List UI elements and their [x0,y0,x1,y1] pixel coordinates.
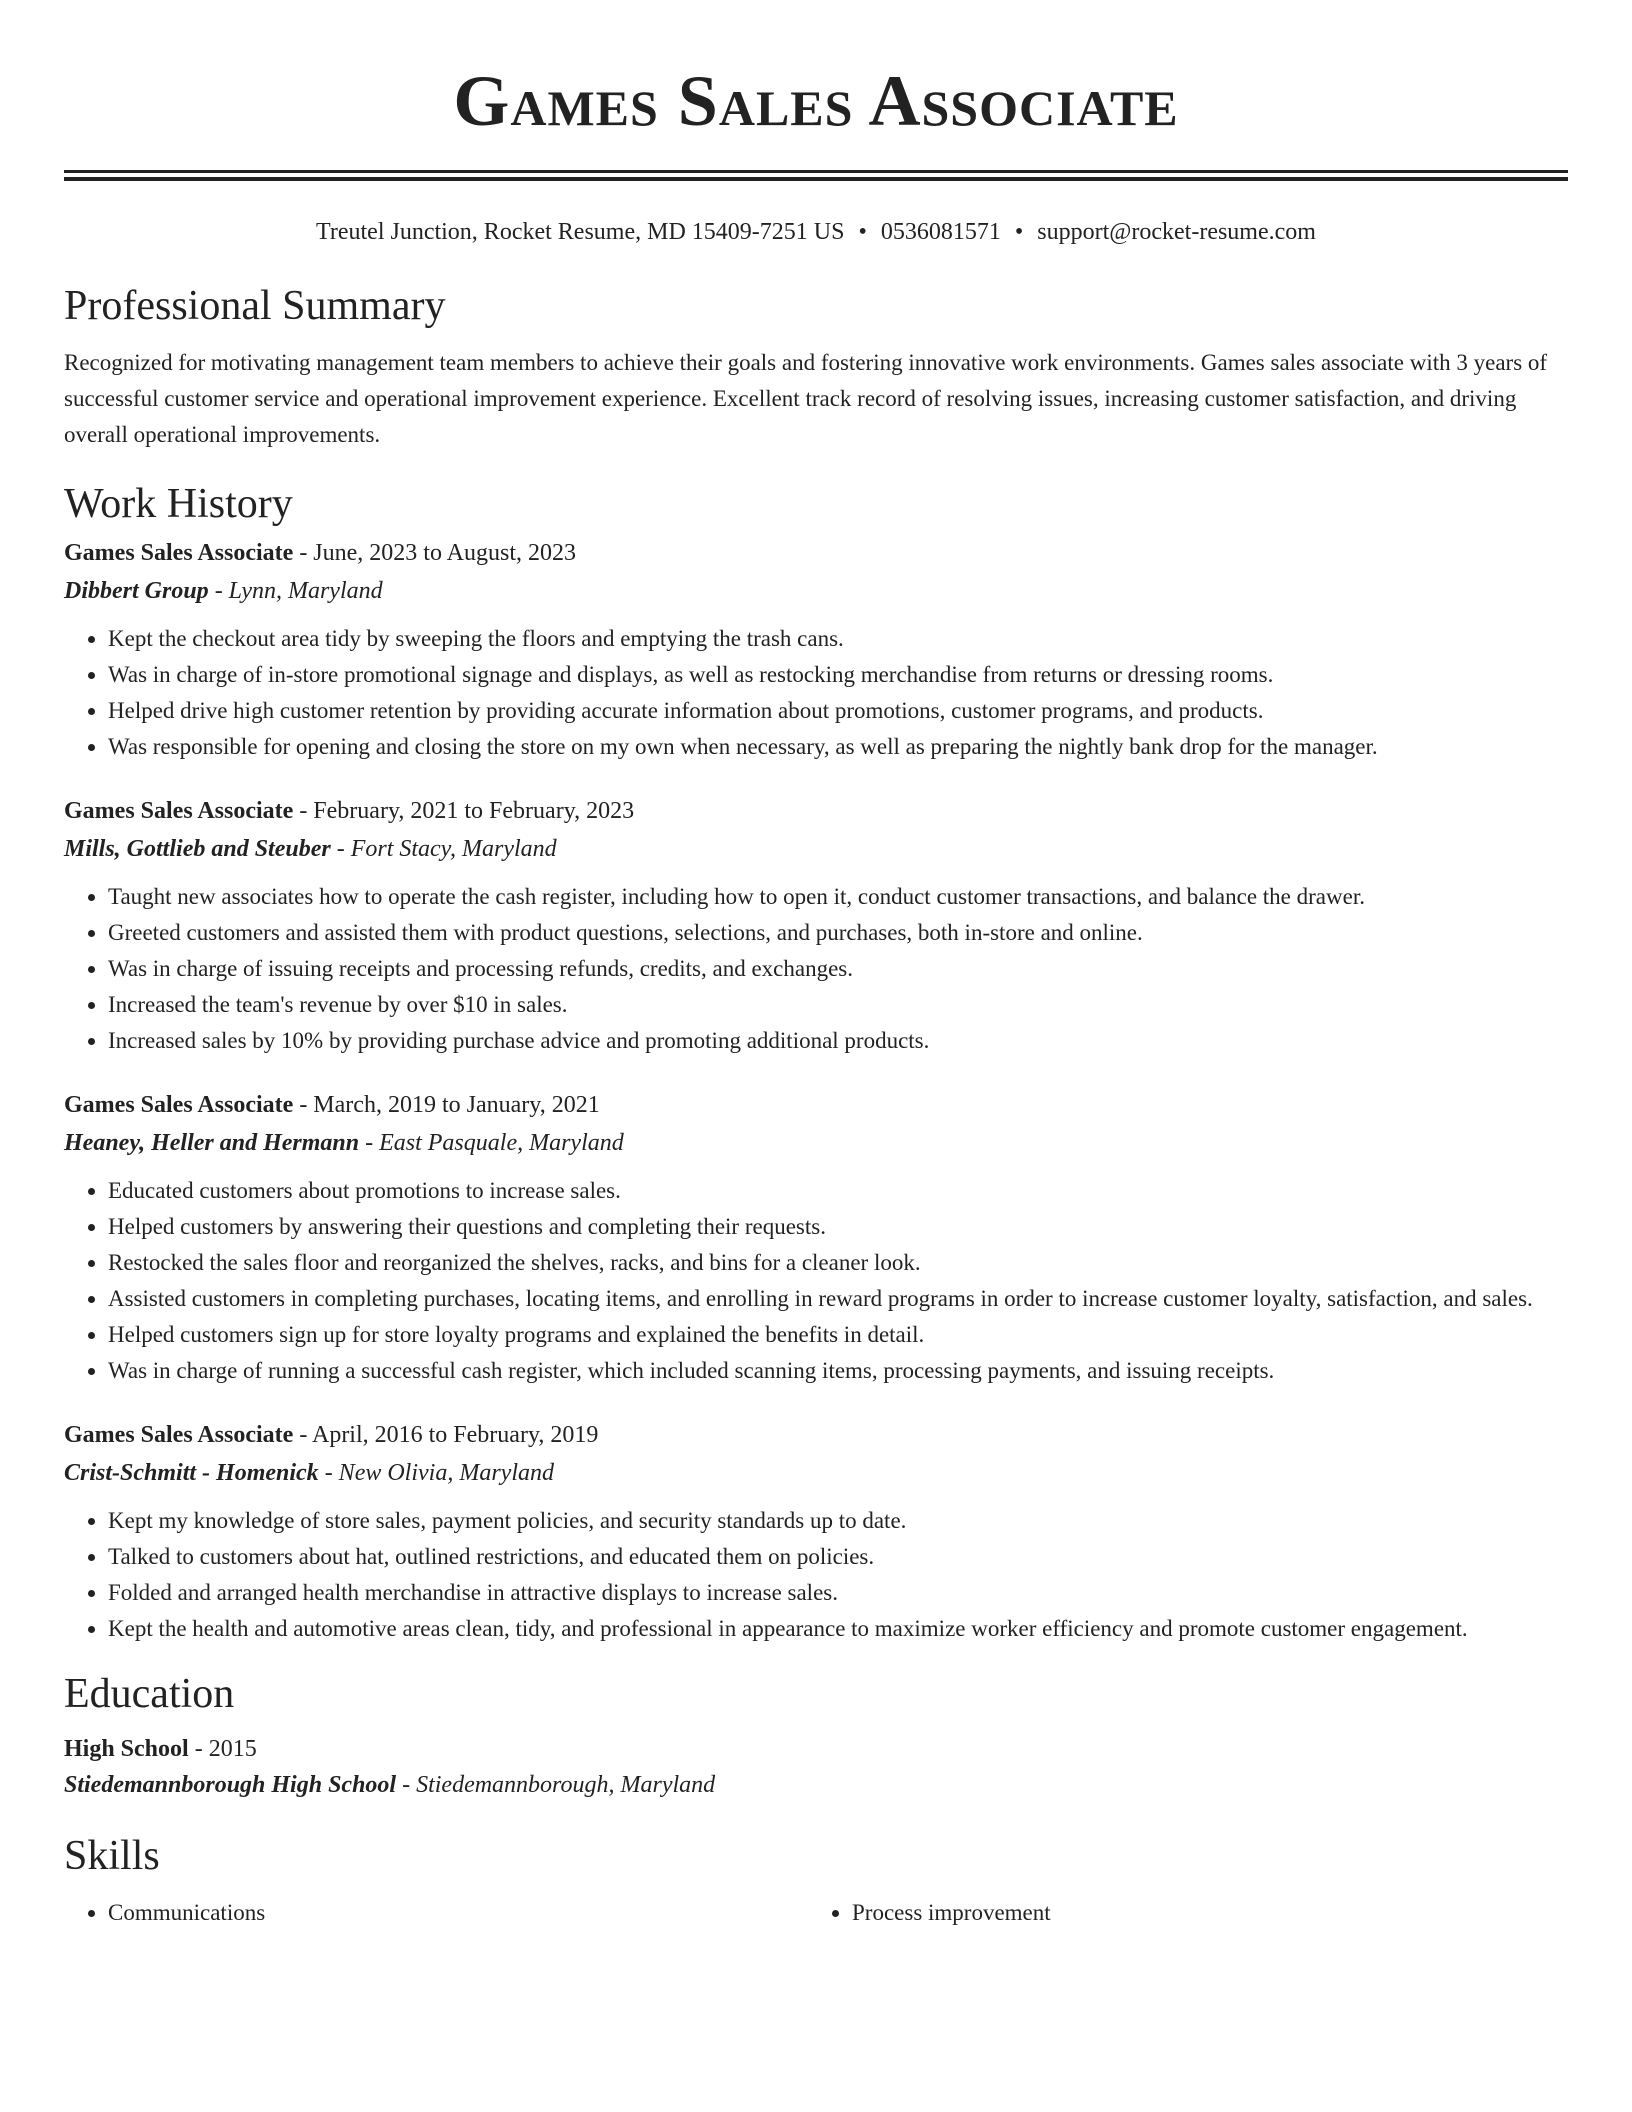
job-header [64,537,1568,569]
education-year: - 2015 [188,1736,257,1762]
job-duty: • Was responsible for opening and closing the store on my own when necessary, as well as preparing the nightly bank drop for the manager. [108,729,1568,765]
job-duty: • Increased sales by 10% by providing purchase advice and promoting additional products. [108,1023,1568,1059]
job-duty: • Was in charge of issuing receipts and processing refunds, credits, and exchanges. [108,951,1568,987]
job-entry [64,1419,1568,1647]
job-dates: - April, 2016 to February, 2019 [293,1422,599,1448]
skills-list [64,1895,1568,1931]
job-duty: • Was in charge of running a successful cash register, which included scanning items, processing payments, and issuing receipts. [108,1353,1568,1389]
education-location: - Stiedemannborough, Maryland [396,1772,716,1798]
contact-email: support@rocket-resume.com [1037,219,1316,245]
skills-column-left [64,1895,808,1931]
skills-heading: Skills [64,1833,160,1879]
contact-separator: • [1014,219,1024,245]
job-duty: • Helped customers by answering their questions and completing their requests. [108,1209,1568,1245]
job-duty: • Was in charge of in-store promotional signage and displays, as well as restocking merchandise from returns or dressing rooms. [108,657,1568,693]
title-divider [64,170,1568,181]
summary-heading: Professional Summary [64,283,446,329]
job-duty: • Kept the health and automotive areas clean, tidy, and professional in appearance to maximize worker efficiency and promote customer engagement. [108,1611,1568,1647]
job-employer [64,575,1568,607]
resume-title: Games Sales Associate [453,61,1179,141]
job-duty: • Taught new associates how to operate the cash register, including how to open it, conduct customer transactions, and balance the drawer. [108,879,1568,915]
job-location: - Lynn, Maryland [208,578,383,604]
job-role: Games Sales Associate [64,1092,294,1118]
job-employer [64,833,1568,865]
job-company: Heaney, Heller and Hermann [64,1130,360,1156]
job-header [64,1419,1568,1451]
skill-item: • Process improvement [852,1895,1552,1931]
job-duties [64,879,1568,1059]
job-duty: • Folded and arranged health merchandise in attractive displays to increase sales. [108,1575,1568,1611]
job-entry [64,795,1568,1059]
job-duty: • Helped drive high customer retention by providing accurate information about promotions, customer programs, and products. [108,693,1568,729]
job-duty: • Kept the checkout area tidy by sweeping the floors and emptying the trash cans. [108,621,1568,657]
education-heading: Education [64,1671,235,1717]
job-employer [64,1127,1568,1159]
job-duties [64,1503,1568,1647]
education-header [64,1733,1568,1765]
job-dates: - June, 2023 to August, 2023 [293,540,576,566]
job-role: Games Sales Associate [64,1422,294,1448]
education-entry [64,1733,1568,1801]
job-duty: • Helped customers sign up for store loyalty programs and explained the benefits in detail. [108,1317,1568,1353]
job-entry [64,1089,1568,1389]
summary-text: Recognized for motivating management team members to achieve their goals and fostering innovative work environments. Games sales associate with 3 years of successful customer service and operational improvement experience. Excellent track record of resolving issues, increasing customer satisfaction, and driving overall operational improvements. [64,350,1548,447]
contact-address: Treutel Junction, Rocket Resume, MD 15409-7251 US [316,219,845,245]
job-company: Crist-Schmitt - Homenick [64,1460,319,1486]
job-duty: • Kept my knowledge of store sales, payment policies, and security standards up to date. [108,1503,1568,1539]
job-duty: • Talked to customers about hat, outlined restrictions, and educated them on policies. [108,1539,1568,1575]
job-location: - Fort Stacy, Maryland [330,836,557,862]
job-duty: • Increased the team's revenue by over $10 in sales. [108,987,1568,1023]
skill-item: • Communications [108,1895,808,1931]
job-duty: • Assisted customers in completing purchases, locating items, and enrolling in reward programs in order to increase customer loyalty, satisfaction, and sales. [108,1281,1568,1317]
job-role: Games Sales Associate [64,798,294,824]
job-duty: • Greeted customers and assisted them with product questions, selections, and purchases, both in-store and online. [108,915,1568,951]
contact-phone: 0536081571 [880,219,1001,245]
work-history-heading: Work History [64,481,293,527]
job-location: - New Olivia, Maryland [318,1460,554,1486]
job-duties [64,1173,1568,1389]
job-duties [64,621,1568,765]
job-entry [64,537,1568,765]
contact-line [64,217,1568,247]
job-company: Dibbert Group [64,578,209,604]
job-role: Games Sales Associate [64,540,294,566]
job-location: - East Pasquale, Maryland [359,1130,624,1156]
job-company: Mills, Gottlieb and Steuber [64,836,331,862]
skills-column-right [808,1895,1552,1931]
job-duty: • Restocked the sales floor and reorganized the shelves, racks, and bins for a cleaner look. [108,1245,1568,1281]
job-dates: - February, 2021 to February, 2023 [293,798,635,824]
contact-separator: • [858,219,867,245]
job-header [64,1089,1568,1121]
job-employer [64,1457,1568,1489]
education-school: Stiedemannborough High School [64,1772,397,1798]
job-dates: - March, 2019 to January, 2021 [293,1092,600,1118]
education-degree: High School [64,1736,189,1762]
education-school-line [64,1769,1568,1801]
job-duty: • Educated customers about promotions to increase sales. [108,1173,1568,1209]
job-header [64,795,1568,827]
